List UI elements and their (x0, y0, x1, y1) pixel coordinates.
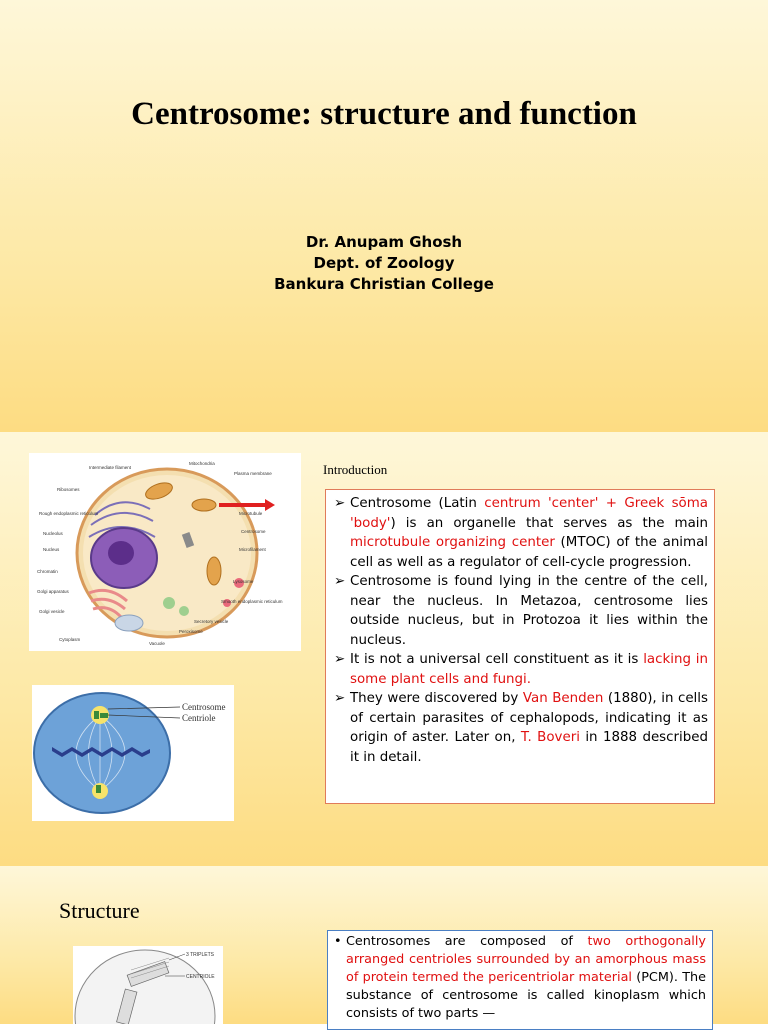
cell-label: Centrosome (241, 529, 266, 534)
slide-title: Centrosome: structure and function (131, 96, 637, 132)
diagram-label-triplets: 3 TRIPLETS (186, 952, 214, 958)
spindle-diagram (32, 685, 234, 821)
cell-label: Mitochondria (189, 461, 215, 466)
cell-label: Lysosome (233, 579, 254, 584)
introduction-slide (0, 432, 768, 866)
structure-slide (0, 866, 768, 1024)
cell-label: Rough endoplasmic reticulum (39, 511, 99, 516)
intro-bullet-3: ➢ It is not a universal cell constituent as it is lacking in some plant cells and fungi. (334, 652, 708, 687)
cell-label: Microtubule (239, 511, 263, 516)
structure-text-box (327, 930, 713, 1030)
title-slide (0, 0, 768, 432)
arrow-bullet-icon: ➢ (334, 691, 346, 706)
cell-label: Secretory vesicle (194, 619, 229, 624)
spindle-label-centrosome: Centrosome (182, 702, 226, 712)
cell-label: Ribosomes (57, 487, 80, 492)
author-block (0, 232, 768, 295)
intro-bullet-4: ➢ They were discovered by Van Benden (1880), in cells of certain parasites of cephalopods, indicating it as origin of aster. Later on, T. Boveri in 1888 described it in detail. (334, 691, 708, 765)
cell-label: Peroxisome (179, 629, 203, 634)
cell-label: Smooth endoplasmic reticulum (221, 599, 283, 604)
dot-bullet-icon: • (334, 934, 342, 949)
intro-label: Introduction (323, 462, 388, 477)
cell-label: Cytoplasm (59, 637, 81, 642)
author-name: Dr. Anupam Ghosh (305, 233, 463, 251)
cell-label: Chromatin (37, 569, 58, 574)
cell-label: Golgi vesicle (39, 609, 65, 614)
structure-bullet-1: • Centrosomes are composed of two orthogonally arranged centrioles surrounded by an amorphous mass of protein termed the pericentriolar material (PCM). The substance of centrosome is called kinoplasm which consists of two parts — (334, 934, 706, 1021)
structure-title: Structure (59, 898, 140, 923)
cell-label: Intermediate filament (89, 465, 132, 470)
cell-label: Nucleus (43, 547, 60, 552)
intro-bullet-2: ➢ Centrosome is found lying in the centre of the cell, near the nucleus. In Metazoa, centrosome lies outside nucleus, but in Protozoa it lies within the nucleus. (334, 574, 708, 648)
diagram-label-centriole: CENTRIOLE (186, 974, 215, 980)
department: Dept. of Zoology (313, 254, 455, 272)
cell-label: Nucleolus (43, 531, 63, 536)
centriole-diagram (73, 946, 223, 1024)
college: Bankura Christian College (274, 275, 494, 293)
cell-label: Microfilament (239, 547, 266, 552)
arrow-bullet-icon: ➢ (334, 574, 346, 589)
arrow-bullet-icon: ➢ (334, 496, 346, 511)
cell-label: Plasma membrane (234, 471, 272, 476)
intro-text-box (325, 489, 715, 804)
arrow-bullet-icon: ➢ (334, 652, 346, 667)
animal-cell-diagram (29, 453, 301, 651)
cell-label: Vacuole (149, 641, 165, 646)
spindle-label-centriole: Centriole (182, 713, 216, 723)
intro-bullet-1: ➢ Centrosome (Latin centrum 'center' + Greek sōma 'body') is an organelle that serves as the main microtubule organizing center (MTOC) of the animal cell as well as a regulator of cell-cycle progression. (334, 496, 708, 570)
cell-label: Golgi apparatus (37, 589, 69, 594)
